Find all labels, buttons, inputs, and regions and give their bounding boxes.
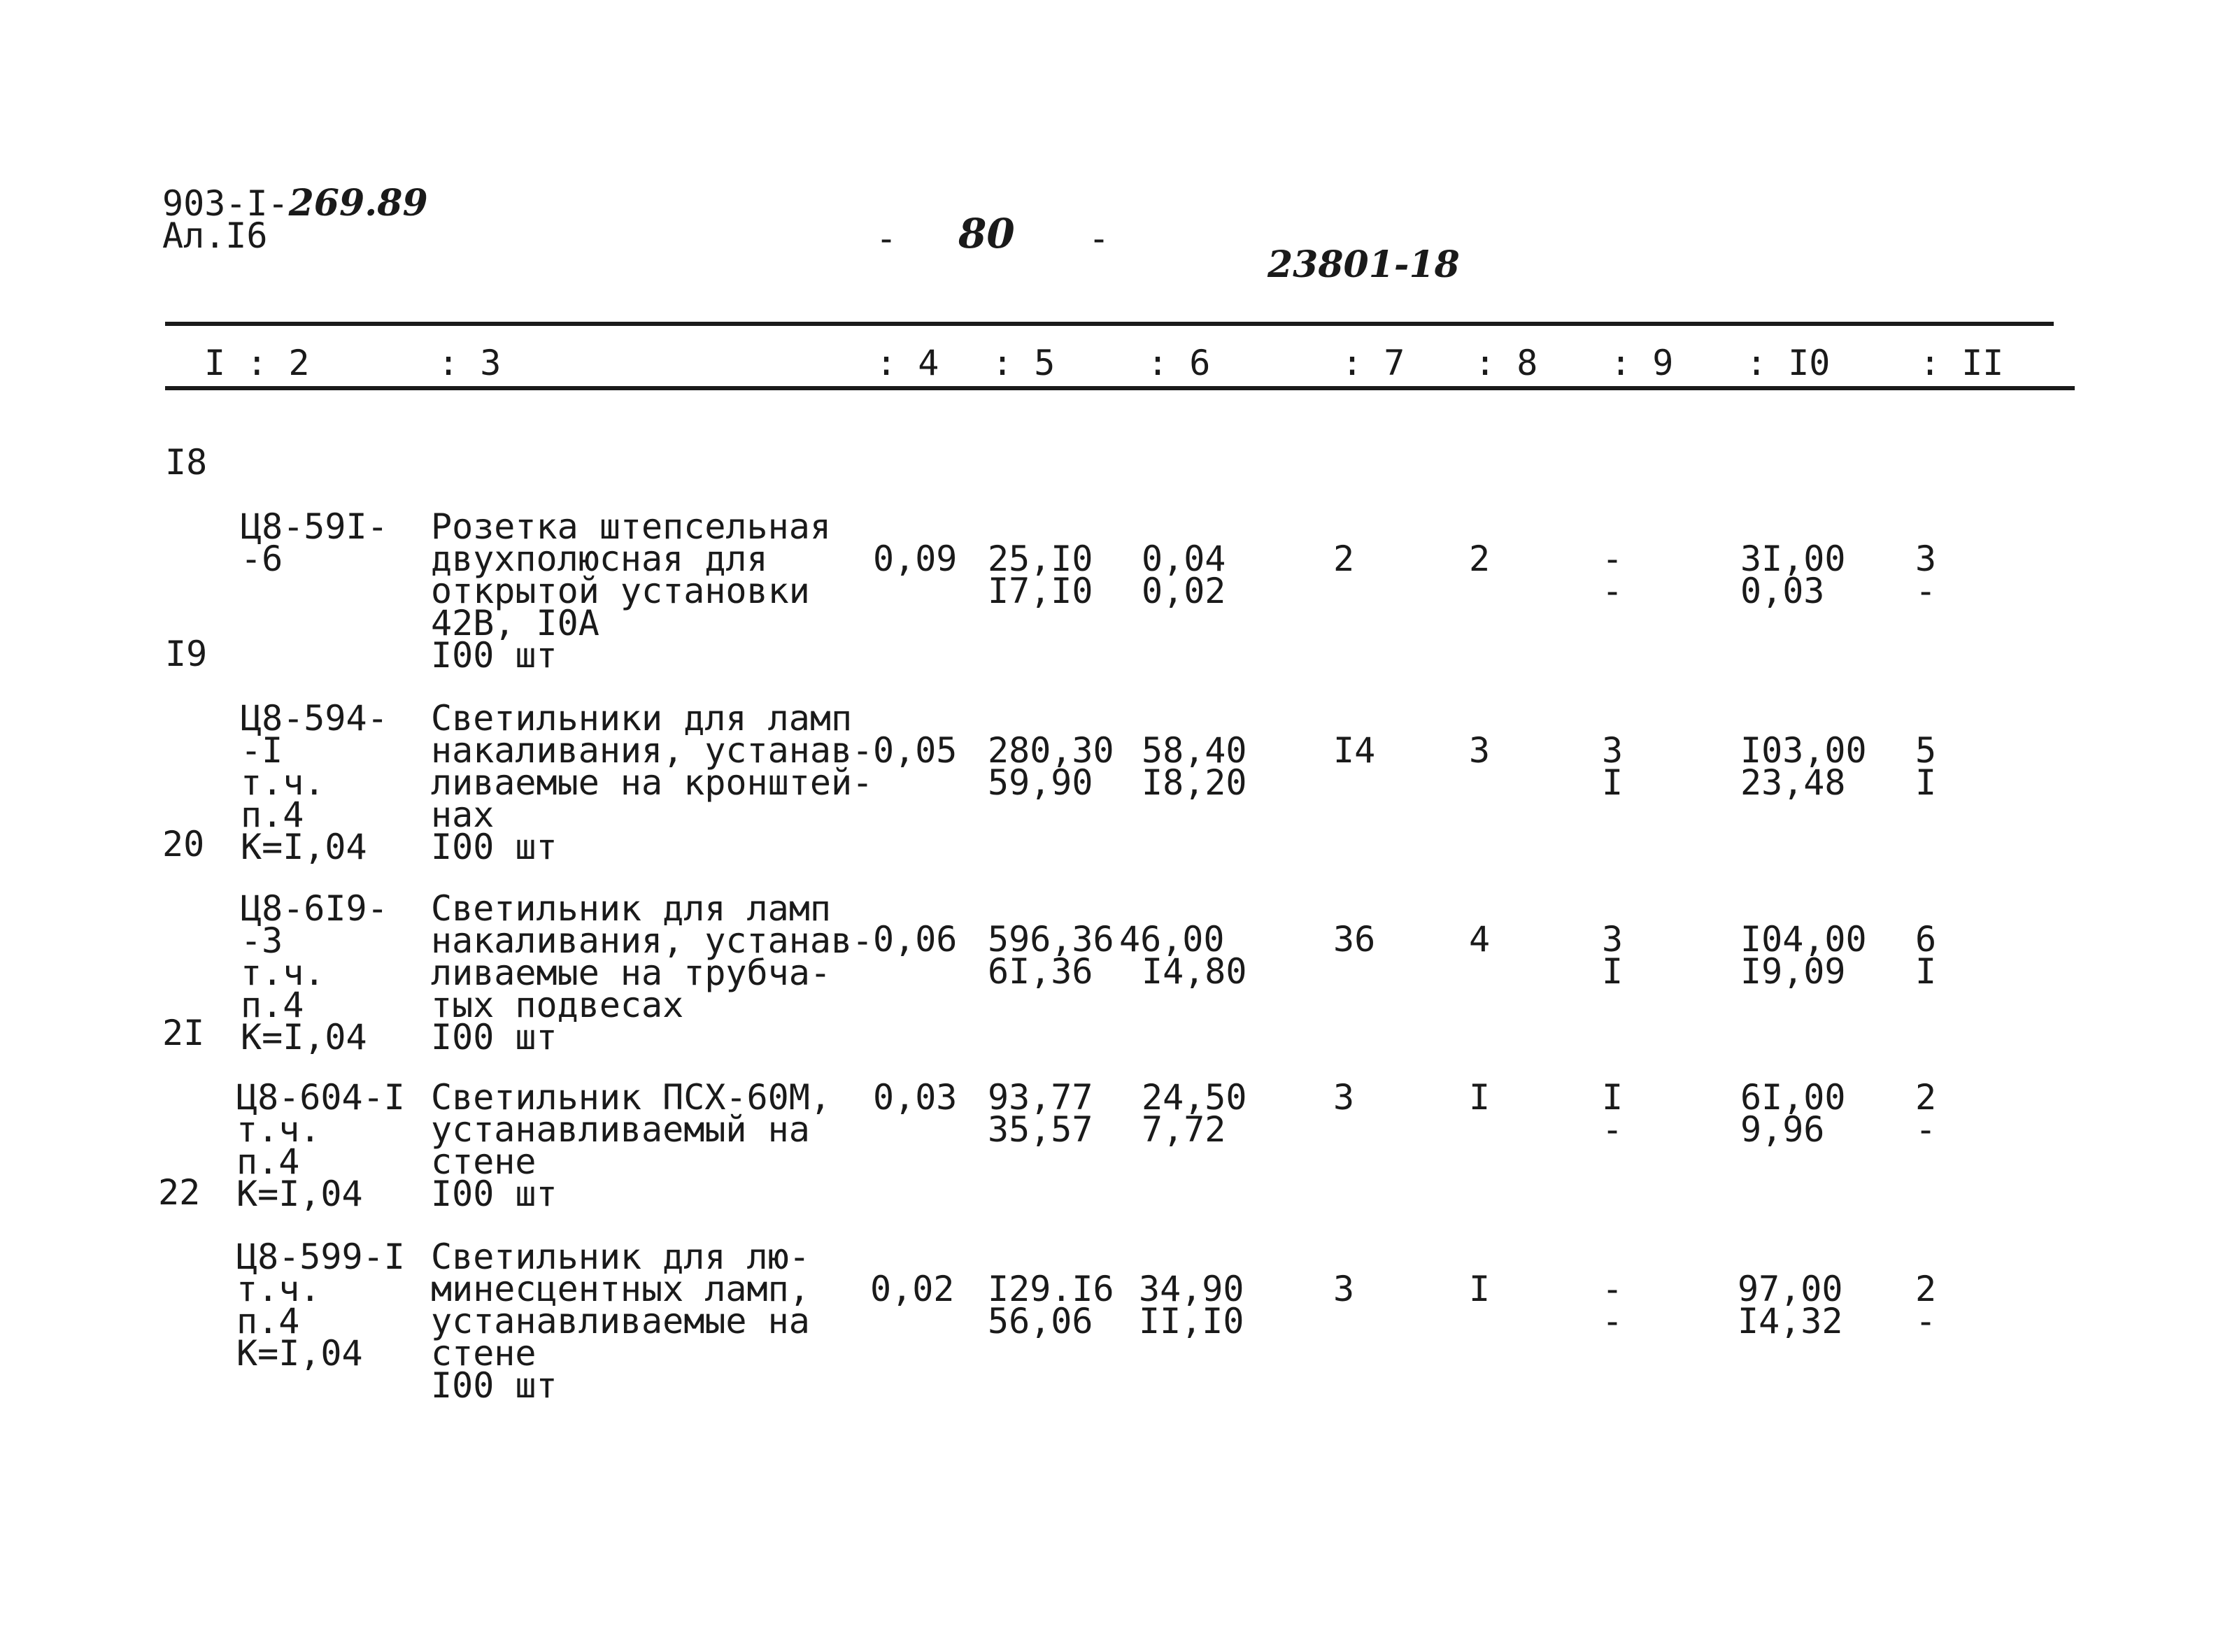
cell-col8: I	[1469, 1077, 1491, 1118]
cell-col8: 3	[1469, 730, 1491, 771]
cell-col10: 97,00 I4,32	[1738, 1269, 1843, 1341]
cell-col5: 25,I0 I7,I0	[988, 539, 1093, 611]
col-header-5: : 5	[992, 343, 1056, 383]
row-description: Светильник для лю- минесцентных ламп, устанавливаемые на стене I00 шт	[431, 1237, 810, 1406]
col-header-10: : I0	[1746, 343, 1831, 383]
row-description: Светильники для ламп накаливания, устанав- ливаемые на кронштей- нах I00 шт	[431, 698, 874, 867]
col-header-11: : II	[1919, 343, 2004, 383]
row-code: Ц8-604-I т.ч. п.4 К=I,04	[236, 1077, 405, 1214]
col-header-1-2: I : 2	[204, 343, 310, 383]
cell-col4: 0,03	[873, 1077, 958, 1118]
cell-col11: 5 I	[1915, 730, 1937, 803]
cell-col11: 3 -	[1915, 539, 1937, 611]
cell-col7: 3	[1333, 1077, 1355, 1118]
col-header-6: : 6	[1147, 343, 1211, 383]
cell-col6: 46,00 I4,80	[1119, 919, 1247, 992]
row-code: Ц8-599-I т.ч. п.4 К=I,04	[236, 1237, 405, 1374]
cell-col11: 6 I	[1915, 919, 1937, 992]
cell-col8: 4	[1469, 919, 1491, 960]
top-rule	[165, 322, 2054, 326]
row-code: Ц8-594- -I т.ч. п.4 К=I,04	[241, 698, 388, 867]
row-code: Ц8-59I- -6	[241, 506, 388, 579]
cell-col5: I29.I6 56,06	[988, 1269, 1114, 1341]
page-dash-right: -	[1088, 218, 1110, 259]
col-header-4: : 4	[876, 343, 939, 383]
row-number: 20	[162, 824, 205, 864]
cell-col6: 34,90 II,I0	[1139, 1269, 1244, 1341]
col-header-7: : 7	[1342, 343, 1405, 383]
cell-col4: 0,06	[873, 919, 958, 960]
page-dash-left: -	[876, 218, 897, 259]
cell-col10: I04,00 I9,09	[1740, 919, 1867, 992]
row-number: I9	[165, 634, 208, 674]
row-number: 22	[158, 1172, 201, 1213]
cell-col10: 3I,00 0,03	[1740, 539, 1846, 611]
cell-col11: 2 -	[1915, 1269, 1937, 1341]
cell-col4: 0,09	[873, 539, 958, 579]
cell-col5: 280,30 59,90	[988, 730, 1114, 803]
row-number: 2I	[162, 1013, 205, 1053]
cell-col4: 0,02	[870, 1269, 955, 1309]
sheet-code: 23801-18	[1267, 243, 1460, 286]
row-description: Розетка штепсельная двухполюсная для открытой установки 42В, I0А I00 шт	[431, 506, 831, 676]
cell-col11: 2 -	[1915, 1077, 1937, 1150]
header-bottom-rule	[165, 386, 2075, 390]
doc-code-prefix: 903-I-	[162, 183, 289, 224]
cell-col9: 3 I	[1602, 919, 1624, 992]
cell-col7: 2	[1333, 539, 1355, 579]
cell-col7: 3	[1333, 1269, 1355, 1309]
cell-col7: I4	[1333, 730, 1376, 771]
cell-col8: I	[1469, 1269, 1491, 1309]
row-description: Светильник ПСХ-60М, устанавливаемый на стене I00 шт	[431, 1077, 831, 1214]
col-header-9: : 9	[1610, 343, 1674, 383]
cell-col6: 58,40 I8,20	[1142, 730, 1247, 803]
page-number: 80	[958, 210, 1015, 257]
cell-col8: 2	[1469, 539, 1491, 579]
row-description: Светильник для ламп накаливания, устанав- ливаемые на трубча- тых подвесах I00 шт	[431, 888, 874, 1058]
row-code: Ц8-6I9- -3 т.ч. п.4 К=I,04	[241, 888, 388, 1058]
cell-col9: - -	[1602, 1269, 1624, 1341]
cell-col10: 6I,00 9,96	[1740, 1077, 1846, 1150]
cell-col6: 24,50 7,72	[1142, 1077, 1247, 1150]
cell-col9: - -	[1602, 539, 1624, 611]
cell-col7: 36	[1333, 919, 1376, 960]
cell-col5: 93,77 35,57	[988, 1077, 1093, 1150]
cell-col9: 3 I	[1602, 730, 1624, 803]
col-header-3: : 3	[438, 343, 502, 383]
col-header-8: : 8	[1475, 343, 1538, 383]
cell-col10: I03,00 23,48	[1740, 730, 1867, 803]
cell-col9: I -	[1602, 1077, 1624, 1150]
cell-col4: 0,05	[873, 730, 958, 771]
row-number: I8	[165, 442, 208, 483]
cell-col6: 0,04 0,02	[1142, 539, 1226, 611]
album-label: Ал.I6	[162, 215, 268, 256]
doc-code-handwritten: 269.89	[288, 182, 428, 225]
cell-col5: 596,36 6I,36	[988, 919, 1114, 992]
